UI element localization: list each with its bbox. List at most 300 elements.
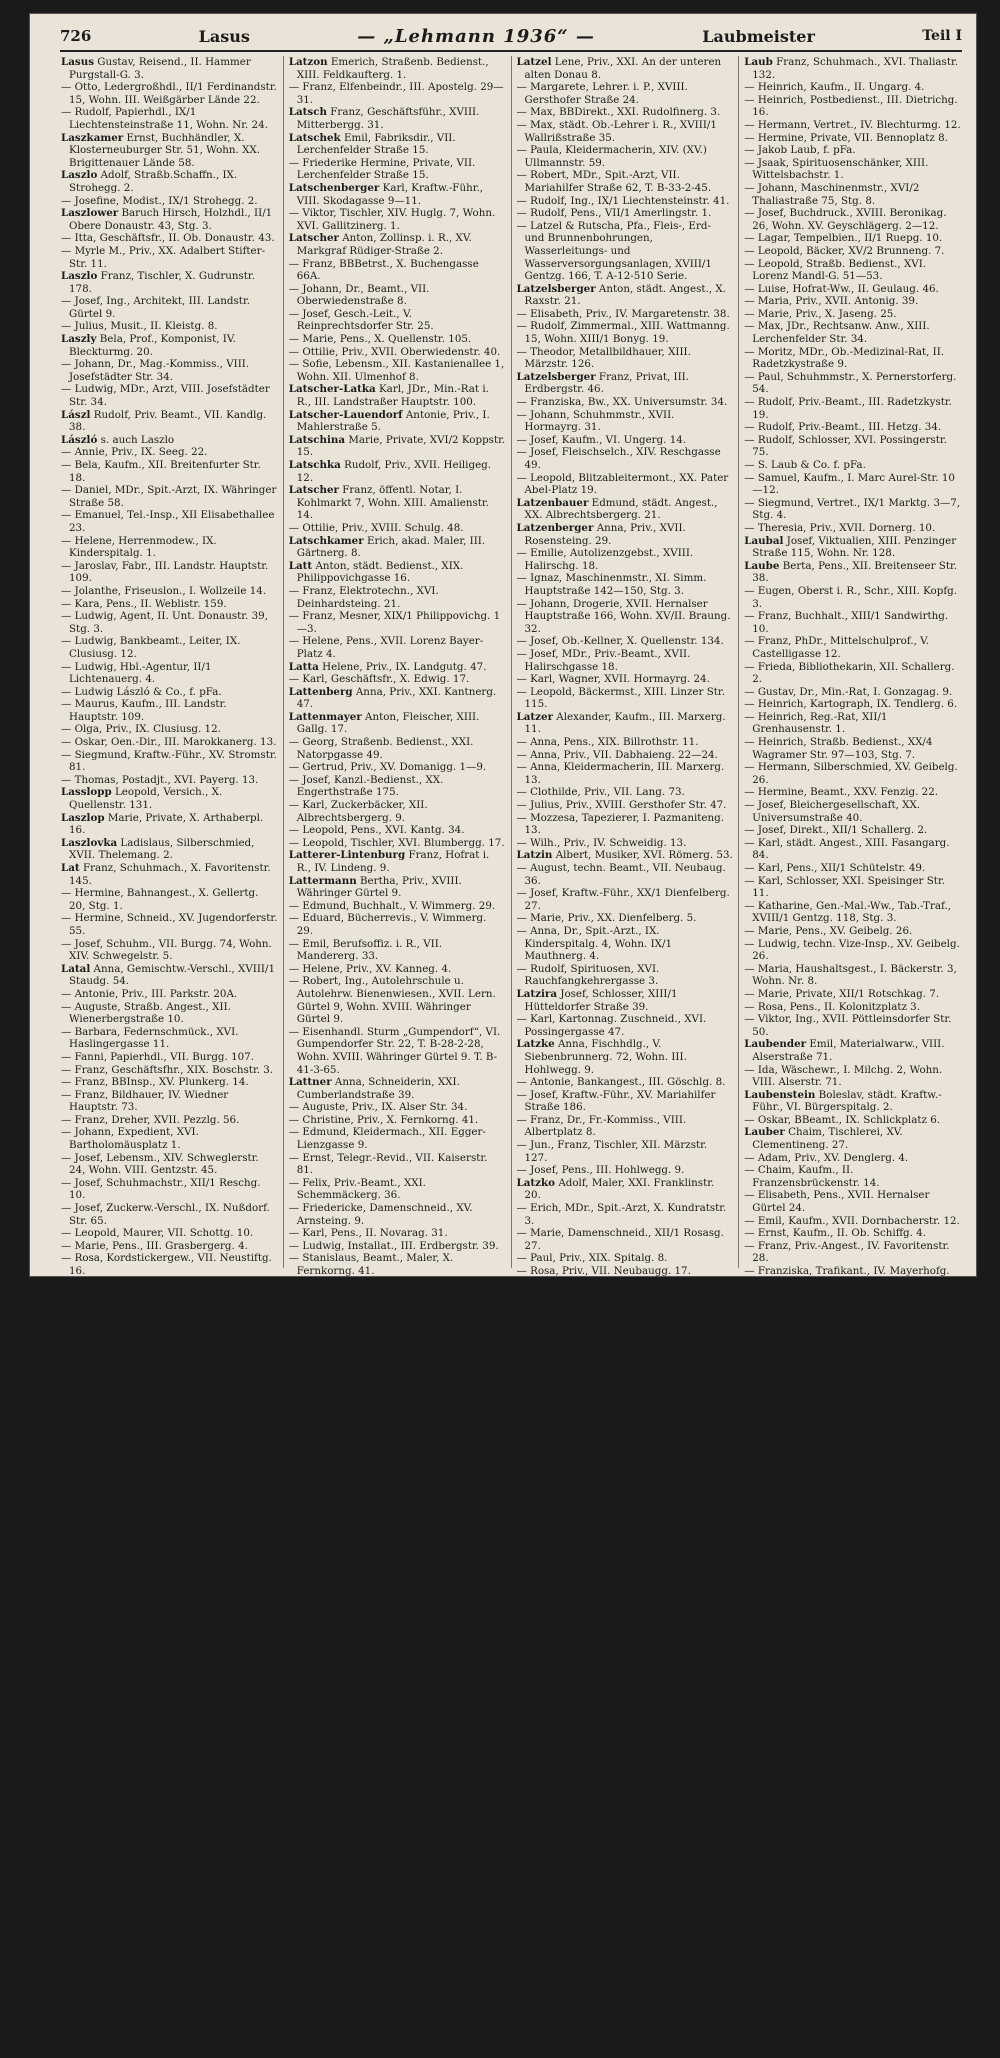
directory-entry: [517, 547, 734, 572]
entry-text: — Marie, Private, XVIII/1 Kutschkerg. 22.: [744, 1869, 943, 1895]
directory-entry: [61, 1794, 278, 1807]
directory-entry: [289, 434, 506, 459]
entry-text: — Friederike Hermine, Private, VII. Lerchenfelder Straße 15.: [288, 156, 476, 182]
entry-text: — Gustav, Ob.-Revid., IX. Kinderspitalg. 8.: [288, 1806, 497, 1832]
entry-text: Amalie, Priv., VII. Enzingerg. 2.: [752, 1756, 908, 1781]
directory-entry: [744, 2033, 961, 2058]
directory-entry: [517, 887, 734, 912]
entry-text: — Gustav, Dr., Min.-Rat, I. Gonzagag. 9.: [744, 685, 953, 698]
directory-entry: [61, 509, 278, 534]
directory-entry: [517, 786, 734, 799]
directory-entry: [517, 963, 734, 988]
entry-surname: Latschenberger: [288, 181, 380, 194]
directory-entry: [744, 522, 961, 535]
directory-entry: [744, 434, 961, 459]
directory-entry: [517, 736, 734, 749]
directory-entry: [744, 207, 961, 232]
directory-entry: [744, 1555, 961, 1568]
directory-entry: [744, 736, 961, 761]
entry-text: — Johann, Expedient, XVI. Bartholomäusplatz 1.: [61, 1126, 199, 1152]
entry-surname: Lauberger: [744, 1491, 805, 1504]
entry-text: — Oskar, Oen.-Dir., III. Marokkanerg. 13.: [61, 736, 277, 749]
entry-text: — Leopold, Briefträger, XIII/1 Wattmanng. 12.: [744, 1705, 900, 1731]
entry-text: — Robert, Ing., Autolehrschule u. Autolehrw. Bienenwiesen., XVII. Lern. Gürtel 9, Wohn. XVIII. Währinger Gürtel 9.: [288, 975, 496, 1026]
entry-text: — Ernst, Schlosser, VIII. Lerchenfelder Str. 73.: [744, 1567, 949, 1592]
entry-text: — Leopold, Straßb. Bedienst., XVI. Lorenz Mandl-G. 51—53.: [744, 257, 927, 283]
entry-text: — Fritz, Priv.-Beamt., IV. Prinz Eugen-Str. 58.: [288, 1756, 488, 1781]
entry-text: — Hermann, wirkl. Amtsrat, XIII. Hofwiesengasse 38.: [516, 1504, 691, 1529]
entry-text: Anna, Private, VII. Neustiftg. 108.: [96, 1680, 275, 1693]
entry-surname: Latty: [288, 1353, 319, 1366]
directory-entry: [744, 1164, 961, 1189]
entry-text: — Moritz, MDr., Ob.-Medizinal-Rat, II. Radetzkystraße 9.: [744, 345, 945, 371]
entry-text: — Franz, Uhrm., IX/1 Porzellang. 11.: [61, 1353, 254, 1366]
entry-text: Josef, Schlosser, XIII/1 Hütteldorfer Straße 39.: [524, 987, 678, 1013]
directory-entry: [517, 1164, 734, 1177]
entry-text: — Karl, Schlosser, XXI. Speisinger Str. 11.: [744, 874, 946, 900]
directory-entry: [744, 1064, 961, 1089]
directory-entry: [744, 1114, 961, 1127]
entry-surname: Laubheimer: [744, 1756, 814, 1769]
directory-page: [30, 14, 976, 2058]
entry-text: Helene, Priv., IX. Landgutg. 47.: [322, 660, 487, 673]
entry-text: Anna, Fischhdlg., V. Siebenbrunnerg. 72, Wohn. III. Hohlwegg. 9.: [524, 1038, 687, 1076]
entry-text: — Karl, Geschäftsfr., X. Edwig. 17.: [288, 673, 470, 686]
entry-text: — Karl, Pens., II. Novarag. 31.: [288, 1227, 448, 1240]
entry-text: Anna, Priv., XXI. Kantnerg. 47.: [296, 685, 497, 711]
directory-entry: [61, 1001, 278, 1026]
directory-entry: [744, 132, 961, 145]
entry-text: Josef, Zahltelln., XV. Haidmannsg. 7.: [296, 1327, 434, 1353]
entry-surname: Latkin: [61, 1793, 99, 1806]
directory-entry: [289, 560, 506, 585]
entry-text: Anton, Magaz., XVII. Ratterg. 18.: [101, 1453, 277, 1466]
directory-entry: [517, 799, 734, 812]
directory-entry: [61, 1744, 278, 1769]
entry-text: — Luise, Hofrat-Ww., II. Geulaug. 46.: [744, 282, 939, 295]
directory-entry: [744, 459, 961, 472]
entry-text: — Johann, Dr., Mag.-Kommiss., VIII. Josefstädter Str. 34.: [61, 358, 250, 383]
directory-entry: [744, 585, 961, 610]
directory-entry: [517, 1618, 734, 1631]
entry-text: Anton, Metalldruck., XVII. Bujattigasse 2.: [296, 1302, 481, 1328]
entry-text: — Marie, Priv., XIX/1 Hugog. 16.: [744, 1378, 915, 1391]
column-3: [512, 56, 740, 1920]
entry-text: Bertha, Priv., XVIII. Währinger Gürtel 9.: [296, 874, 462, 900]
entry-text: — Eisenhandl. Sturm „Gumpendorf“, VI. Gumpendorfer Str. 22, T. B-28-2-28, Wohn. XVIII. Währinger Gürtel 9. T. B-41-3-65.: [288, 1025, 501, 1076]
entry-text: — Ernst, Telegr.-Revid., VII. Kaiserstr. 81.: [288, 1151, 488, 1177]
entry-text: Anna, Schneiderin, XXI. Cumberlandstraße 39.: [296, 1076, 460, 1101]
entry-surname: Latzenbauer: [516, 496, 589, 509]
entry-text: — Samuel, Kaufm., II. Ob. Gerlg. 31, Stg. 4.: [744, 1403, 960, 1429]
directory-entry: [744, 346, 961, 371]
entry-text: — Marie, Pens., III. Grasbergerg. 4.: [61, 1239, 248, 1252]
entry-text: — Josef, Schuhmachstr., XII/1 Reschg. 10.: [61, 1176, 261, 1202]
entry-surname: Lattner: [288, 1076, 332, 1089]
entry-text: Amalia, Oshdl., XVI. Pfenninggeldg. 2.: [69, 1378, 200, 1403]
directory-entry: [744, 1404, 961, 1429]
entry-text: Anna, Gemischtw.-Verschl., XVIII/1 Staudg. 54.: [69, 962, 276, 988]
entry-text: — Siegmund, Vertret., IX/1 Marktg. 3—7, Stg. 4.: [744, 496, 961, 522]
entry-text: Rudolf, Priv. Beamt., VII. Kandlg. 38.: [69, 408, 267, 434]
entry-text: — Paul, Priv., XIX. Spitalg. 8.: [516, 1252, 668, 1265]
entry-surname: Laszlo: [61, 169, 98, 182]
entry-text: — Theresia, Priv., XVII. Dornerg. 10.: [744, 521, 936, 534]
directory-entry: [744, 308, 961, 321]
directory-entry: [744, 661, 961, 686]
directory-entry: [517, 925, 734, 963]
entry-text: — Franz, Buchhalt., XIII/1 Sandwirthg. 10.: [744, 610, 949, 635]
directory-entry: [517, 522, 734, 547]
entry-surname: Laubal: [744, 534, 784, 547]
entry-text: — Josef, Ob.-Kellner, X. Quellenstr. 134.: [516, 635, 724, 648]
directory-entry: [61, 1278, 278, 1303]
entry-surname: Lasus: [61, 56, 94, 68]
entry-surname: Lauberer: [744, 1466, 797, 1479]
directory-entry: [744, 1467, 961, 1492]
directory-entry: [289, 1857, 506, 1882]
entry-text: — Rosa, Pens., II. Kolonitzplatz 3.: [744, 1000, 920, 1013]
directory-entry: [61, 635, 278, 660]
entry-surname: Laube: [744, 559, 780, 572]
directory-entry: [517, 761, 734, 786]
directory-entry: [744, 635, 961, 660]
entry-text: Ernst, Buchhändler, X. Klosterneuburger Str. 51, Wohn. XX. Brigittenauer Lände 58.: [69, 131, 261, 169]
entry-text: — Bela, Kaufm., XII. Breitenfurter Str. 18.: [61, 459, 261, 484]
directory-entry: [744, 497, 961, 522]
entry-surname: Laszly: [61, 333, 97, 346]
entry-text: — Josef, Direkt., XII/1 Schallerg. 2.: [744, 824, 928, 837]
directory-entry: [289, 157, 506, 182]
entry-text: — Anna, Kleidermacherin, III. Marxerg. 13.: [516, 761, 725, 786]
entry-text: — Rudolf, Bankbeamt., XVIII. Anastasius Grün-G. 9.: [744, 1642, 958, 1668]
directory-entry: [517, 1454, 734, 1479]
directory-entry: [289, 1378, 506, 1391]
entry-text: — Rudolf, Priv., Schottenfeldg. 94.: [744, 1592, 924, 1605]
entry-text: — Auguste, Straßb. Angest., XII. Wienerbergstraße 10.: [61, 1000, 231, 1026]
entry-text: Eleonore, Private, I. Freyung 6, Stg. 12.: [524, 1327, 724, 1353]
directory-entry: [61, 1202, 278, 1227]
directory-entry: [517, 1542, 734, 1567]
entry-text: — Samuel, Kaufm., I. Marc Aurel-Str. 10—12.: [744, 471, 955, 497]
directory-entry: [517, 849, 734, 862]
entry-text: — Rosa, Kordstickergew., VII. Neustiftg. 16.: [61, 1252, 272, 1277]
entry-text: — Heinrich, Postbedienst., III. Dietrichg. 16.: [744, 93, 958, 119]
directory-entry: [61, 1504, 278, 1529]
directory-entry: [517, 812, 734, 837]
entry-surname: Latscher-Latka: [288, 383, 376, 396]
header-title: — „Lehmann 1936“ —: [357, 25, 595, 47]
directory-entry: [61, 610, 278, 635]
directory-entry: [744, 1592, 961, 1605]
directory-entry: [61, 169, 278, 194]
entry-text: — Stefanie, Schneid., XVII. Kotschg. 30.: [61, 1302, 271, 1315]
entry-surname: Laubender: [744, 1038, 807, 1051]
entry-text: — Emilie, Autolizenzgebst., XVIII. Halirschg. 18.: [516, 547, 694, 572]
entry-text: — Walther, Dr., Staatsarchivar, VII. Kirchberg. 7.: [516, 1302, 700, 1328]
directory-entry: [289, 1693, 506, 1718]
entry-text: Josef, Hutmach., X. Laudongg. 25.: [296, 1529, 502, 1555]
directory-entry: [517, 1114, 734, 1139]
directory-entry: [289, 1882, 506, 1907]
entry-surname: Laubie: [744, 1894, 784, 1907]
directory-entry: [517, 648, 734, 673]
entry-surname: Laub: [744, 56, 773, 68]
directory-entry: [289, 1227, 506, 1240]
entry-text: Emil, Materialwarw., VIII. Alserstraße 71.: [752, 1038, 945, 1063]
entry-text: — Wilhelm, Pens., XVI. Blumeng. 19.: [288, 1516, 481, 1529]
directory-entry: [517, 144, 734, 169]
entry-text: Chaim, Tischlerei, XV. Clementineng. 27.: [752, 1126, 903, 1152]
directory-entry: [61, 1353, 278, 1366]
entry-text: Antonie, Priv., I. Mahlerstraße 5.: [296, 408, 490, 434]
directory-entry: [744, 1832, 961, 1845]
directory-entry: [61, 661, 278, 686]
entry-text: — Chaim, Kaufm., II. Franzensbrückenstr. 14.: [744, 1164, 880, 1189]
entry-surname: Latkoczy: [61, 1743, 112, 1756]
directory-entry: [744, 295, 961, 308]
entry-text: — Thomas, Postadjt., XVI. Payerg. 13.: [61, 773, 259, 786]
entry-surname: Lasslopp: [61, 786, 112, 799]
entry-text: Gustav, Reisend., II. Hammer Purgstall-G. 3.: [69, 56, 251, 81]
directory-entry: [517, 106, 734, 119]
directory-entry: [517, 598, 734, 636]
entry-text: — Franz, Straßb. Bedienst., XVI. Odoakerg. 9.: [61, 1504, 232, 1529]
directory-entry: [517, 1404, 734, 1442]
directory-entry: [61, 232, 278, 245]
entry-surname: Laszlo: [61, 270, 98, 283]
entry-text: — Alice, Gesch.-Teilh., IX. Schönburgstr. 14.: [516, 1655, 728, 1680]
directory-entry: [61, 195, 278, 208]
entry-text: — Karl, Ob.-Offiz. i. R., XVIII. Alt Karl-G. 4.: [288, 1957, 500, 1983]
entry-text: — Anton, Stückmstr., VI. Aegidig. 3.: [516, 1705, 705, 1718]
directory-entry: [289, 1756, 506, 1781]
directory-entry: [744, 799, 961, 824]
entry-text: — Hermine, Bahnangest., X. Gellertg. 20, Stg. 1.: [61, 887, 259, 912]
entry-text: Lene, Priv., XXI. An der unteren alten Donau 8.: [524, 56, 722, 81]
directory-columns: [56, 56, 966, 2058]
entry-text: — Ernst, Kaufm., II. Ob. Schiffg. 4.: [744, 1227, 926, 1240]
entry-text: Franz, Schuhmach., XVI. Thaliastr. 132.: [752, 56, 959, 81]
directory-entry: [61, 1303, 278, 1316]
entry-text: — Marie, Kleinhdl., XIII. Linzer Str. 426.: [744, 1340, 956, 1353]
entry-text: Adalbert, Beamt., IV. Neug. 38.: [548, 1617, 712, 1630]
directory-entry: [744, 1227, 961, 1240]
entry-text: Anton, Fleischer, XIII. Gallg. 17.: [296, 710, 480, 736]
directory-entry: [61, 1769, 278, 1782]
entry-text: — Emil, Pens., XXI. Rautenkranzg. 33.: [61, 1579, 262, 1592]
entry-text: — Rudolf, Priv.-Beamt., III. Radetzkystr. 19.: [744, 396, 952, 421]
directory-entry: [61, 1076, 278, 1089]
entry-surname: Latzl: [516, 1479, 545, 1492]
entry-surname: Latka: [61, 1680, 94, 1693]
directory-entry: [61, 1152, 278, 1177]
entry-text: — Ottilie, Priv., XVIII. Schulg. 48.: [288, 521, 464, 534]
directory-entry: [517, 1479, 734, 1504]
entry-text: — Fanni, Papierhdl., VII. Burgg. 107.: [61, 1050, 254, 1063]
directory-entry: [289, 774, 506, 799]
entry-text: — Leopold, Blitzableitermont., XX. Pater Abel-Platz 19.: [516, 471, 729, 497]
entry-text: — Marie, Priv., XX. Dienfelberg. 5.: [516, 912, 697, 925]
directory-entry: [744, 1668, 961, 1681]
entry-text: — Rudolf, Spirituosen, XVI. Rauchfangkehrergasse 3.: [516, 962, 660, 988]
entry-text: — Josef, Fleischselch., XIV. Reschgasse 49.: [516, 446, 721, 471]
directory-entry: [744, 472, 961, 497]
directory-entry: [289, 1416, 506, 1441]
directory-entry: [61, 1429, 278, 1454]
entry-text: — Käthe, Priv. Kinderspielturse, IX. Liechtensteinstr. 37, Wohn. IX. Hörlg. 11.: [516, 1403, 722, 1441]
entry-text: — Emil, Schlossermstr., XVI/2 Habelstr. 15.: [288, 1693, 496, 1718]
entry-text: — Olga, Mittelschulprof., XVIII. Dürwaringstraße 7.: [516, 1567, 682, 1592]
entry-text: — Rosa, Priv., VII. Neubaugg. 17.: [516, 1265, 691, 1277]
entry-text: — Johann, Friseur, III. Apostelg. 22.: [744, 1819, 932, 1832]
entry-text: — Heinrich, Kartograph, IX. Tendlerg. 6.: [744, 698, 958, 711]
entry-text: — Franz, Dr., Fr.-Kommiss., VIII. Albertplatz 8.: [516, 1113, 687, 1139]
directory-entry: [744, 1315, 961, 1340]
entry-surname: Latzira: [516, 987, 558, 1000]
directory-entry: [289, 1126, 506, 1151]
directory-entry: [744, 1001, 961, 1014]
directory-entry: [744, 1819, 961, 1832]
directory-entry: [61, 749, 278, 774]
entry-text: — Sofie, Lebensm., XII. Kastanienallee 1, Wohn. XII. Ulmenhof 8.: [288, 358, 505, 383]
entry-text: — Stanislaus, Beamt., Maler, X. Fernkorng. 41.: [288, 1252, 454, 1277]
entry-text: — Lagar, Tempelbien., II/1 Ruepg. 10.: [744, 232, 943, 245]
header-part: Teil I: [922, 28, 962, 44]
directory-entry: [744, 698, 961, 711]
column-2: [284, 56, 512, 2008]
entry-text: — Oskar, Dr., X. Trostftr. 108—110.: [744, 1630, 929, 1643]
directory-entry: [517, 1567, 734, 1592]
entry-text: Alois, Bäck., XIV. Gelerg. 10.: [96, 1542, 247, 1555]
entry-text: — Franz, BBahnbeamt., XXI. Brendlg. 12.: [288, 1730, 487, 1756]
entry-surname: Latterer-Lintenburg: [288, 849, 406, 862]
entry-text: Erwin, Ledergalanteriearb., VI. Amerlingstr. 1.: [752, 2033, 960, 2058]
entry-text: — Jakob Laub, f. pFa.: [744, 144, 856, 157]
directory-entry: [289, 1718, 506, 1731]
entry-text: — Auguste, Priv., IX. Alser Str. 34.: [288, 1101, 468, 1114]
entry-text: Ladislaus, Silberschmied, XVII. Thelemang. 2.: [69, 836, 255, 862]
directory-entry: [289, 1026, 506, 1076]
directory-entry: [61, 1630, 278, 1655]
directory-entry: [289, 837, 506, 850]
entry-text: — Emil, Kaufm., XVII. Dornbacherstr. 12.: [744, 1214, 960, 1227]
entry-text: — Gustav, Uhrmacher, XVI/2 Hubnerstr. 38.: [288, 1781, 498, 1806]
directory-entry: [744, 1265, 961, 1290]
directory-entry: [744, 81, 961, 94]
entry-text: — Johann, Maschinenmstr., XVI/2 Thaliastraße 75, Stg. 8.: [744, 181, 920, 207]
entry-text: — Frieda, Bibliothekarin, XII. Schallerg. 2.: [744, 660, 955, 686]
directory-entry: [517, 572, 734, 597]
entry-text: Franz, Bahnbedienst., XIII/1 Zelebrerg. 13.: [752, 1894, 935, 1920]
entry-surname: Laubichler: [744, 1919, 807, 1932]
directory-entry: [61, 409, 278, 434]
entry-text: — Barbara, Private, VII. Wimbergerg. 10.: [516, 1718, 734, 1731]
directory-entry: [61, 736, 278, 749]
directory-entry: [517, 1756, 734, 1781]
entry-text: — Olga, Priv., IX. Clusiusg. 12.: [61, 723, 221, 736]
directory-entry: [517, 1857, 734, 1882]
entry-text: — Rudolf, Ing., IX/1 Liechtensteinstr. 41.: [516, 194, 730, 207]
directory-entry: [517, 1693, 734, 1706]
directory-entry: [517, 988, 734, 1013]
entry-text: — Anna, Pens., XIX. Billrothstr. 11.: [516, 736, 699, 749]
entry-text: — Elisabeth, Priv., IV. Margaretenstr. 38.: [516, 307, 730, 320]
entry-text: — Leopold, Tischler, XVI. Blumbergg. 17.: [288, 836, 505, 849]
entry-text: — Josefine, Priv., II. Leopoldsg. 3.: [288, 1554, 465, 1567]
entry-text: — Jolanthe, Friseuslon., I. Wollzeile 14.: [61, 584, 267, 597]
entry-text: — Elisabeth, Pens., XVII. Hernalser Gürtel 24.: [744, 1189, 930, 1215]
directory-entry: [517, 635, 734, 648]
directory-entry: [289, 182, 506, 207]
entry-text: — Max, BBDirekt., XXI. Rudolfinerg. 3.: [516, 106, 721, 119]
directory-entry: [61, 535, 278, 560]
directory-entry: [289, 938, 506, 963]
entry-text: — Annie, Priv., IX. Seeg. 22.: [61, 446, 208, 459]
entry-text: Marie, Private, X. Arthaberpl. 16.: [69, 811, 264, 837]
entry-text: — Leopold, Bäcker, XV/2 Brunneng. 7.: [744, 244, 945, 257]
entry-text: — Bernhard, Priv., XVII. Kaing. 17.: [61, 1466, 243, 1479]
directory-entry: [61, 132, 278, 170]
entry-surname: Latzko: [516, 1327, 556, 1340]
directory-entry: [61, 1404, 278, 1429]
directory-entry: [61, 383, 278, 408]
directory-entry: [61, 1832, 278, 1857]
entry-text: — Wilhelm, Kaufm., II. Floßg. 9.: [744, 1453, 913, 1466]
entry-text: Karl, Privat, IV. Wohlebeng. 1.: [551, 1605, 709, 1618]
entry-text: — Theodor, Metallbildhauer, XIII. Märzstr. 126.: [516, 345, 691, 371]
directory-entry: [517, 1882, 734, 1907]
directory-entry: [61, 560, 278, 585]
directory-entry: [517, 207, 734, 220]
directory-entry: [289, 1152, 506, 1177]
entry-surname: Latzelsberger: [516, 370, 596, 383]
directory-entry: [744, 1391, 961, 1404]
directory-entry: [517, 308, 734, 321]
directory-entry: [289, 635, 506, 660]
entry-surname: Latscher: [288, 484, 339, 497]
directory-entry: [289, 258, 506, 283]
entry-text: — Latzel & Rutscha, Pfa., Fleis-, Erd- und Brunnenbohrungen, Wasserleitungs- und Wasserversorgungsanlagen, XVIII/1 Gentzg. 166, T. A-12-510 Serie.: [516, 219, 712, 283]
entry-text: — Rudolf, Papierhdl., IX/1 Liechtensteinstraße 11, Wohn. Nr. 24.: [61, 106, 268, 131]
entry-text: — Ludwig, Hbl.-Agentur, II/1 Lichtenauerg. 4.: [61, 660, 212, 686]
directory-entry: [61, 686, 278, 699]
entry-text: — Josef, Kaufm., VI. Ungerg. 14.: [516, 433, 687, 446]
directory-entry: [289, 383, 506, 408]
entry-text: — Ferdinand, Müller, II. Reichsbrückenstr. 6.: [516, 1856, 642, 1882]
directory-entry: [744, 1454, 961, 1467]
entry-text: — Erich, MDr., Spit.-Arzt, X. Kundratstr. 3.: [516, 1202, 727, 1227]
entry-text: — Viktor, Ing., XVII. Pöttleinsdorfer Str. 50.: [744, 1013, 952, 1038]
entry-text: — Helene, Herrenmodew., IX. Kinderspitalg. 1.: [61, 534, 217, 560]
entry-text: — Anna, Priv., VIII. Strozzig. 28.: [516, 1680, 686, 1693]
directory-entry: [517, 283, 734, 308]
entry-text: — Konrad, Major a. D., XIV. Reihig. 28.: [288, 1995, 492, 2008]
entry-surname: Latzin: [516, 849, 553, 862]
directory-entry: [289, 1278, 506, 1303]
entry-text: — Emanuel, Tel.-Insp., XII Elisabethallee 23.: [61, 509, 275, 534]
directory-entry: [289, 1592, 506, 1617]
directory-entry: [289, 81, 506, 106]
entry-text: — Josef, Postoff.-Sektr., XXI. Strecherg. 5.: [288, 1907, 494, 1932]
entry-surname: Laszlovka: [61, 836, 118, 849]
directory-entry: [517, 1328, 734, 1353]
entry-text: Karl, JDr., Min.-Rat i. R., III. Landstraßer Hauptstr. 100.: [296, 383, 489, 409]
directory-entry: [517, 1731, 734, 1756]
directory-entry: [744, 157, 961, 182]
directory-entry: [61, 320, 278, 333]
entry-text: — Siegmund, Kraftw.-Führ., XV. Stromstr. 81.: [61, 748, 277, 774]
